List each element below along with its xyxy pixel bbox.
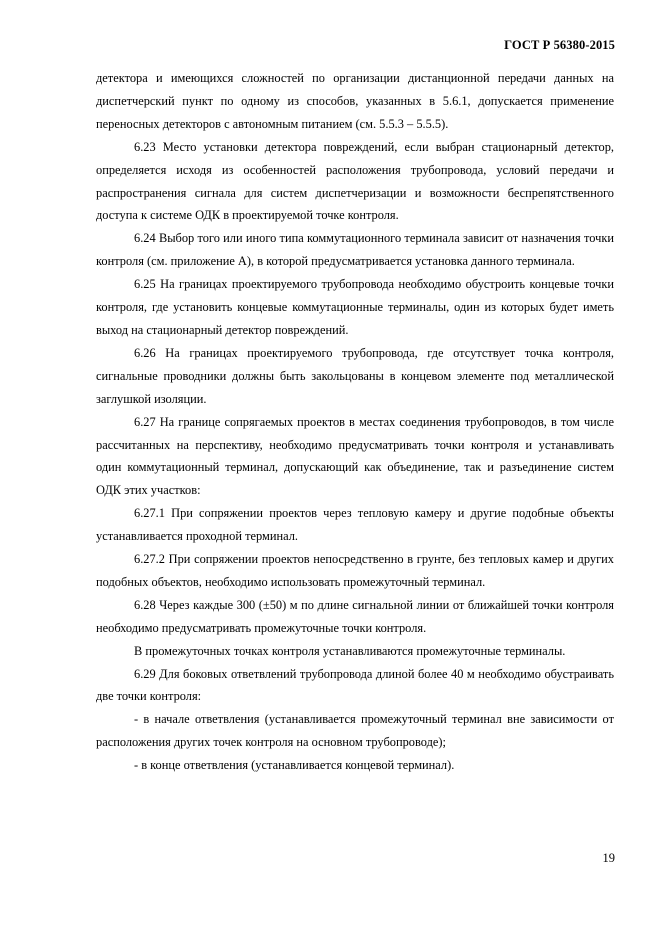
paragraph-6-27-1: 6.27.1 При сопряжении проектов через тепловую камеру и другие подобные объекты устанавливается проходной терминал.: [96, 506, 614, 544]
paragraph-6-27: 6.27 На границе сопрягаемых проектов в местах соединения трубопроводов, в том числе рассчитанных на перспективу, необходимо предусматривать точки контроля и устанавливать один коммутационный терминал, допускающий как объединение, так и разъединение систем ОДК этих участков:: [96, 414, 614, 498]
document-body: [96, 67, 614, 777]
list-item-branch-end: - в конце ответвления (устанавливается концевой терминал).: [134, 758, 455, 773]
list-item-branch-start: - в начале ответвления (устанавливается промежуточный терминал вне зависимости от расположения других точек контроля на основном трубопроводе);: [96, 712, 614, 750]
paragraph-6-29: 6.29 Для боковых ответвлений трубопровода длиной более 40 м необходимо обустраивать две точки контроля:: [96, 666, 614, 704]
paragraph-6-23: 6.23 Место установки детектора повреждений, если выбран стационарный детектор, определяется исходя из особенностей расположения трубопровода, условий передачи и распространения сигнала для систем диспетчеризации и возможности беспрепятственного доступа к системе ОДК в проектируемой точке контроля.: [96, 139, 614, 223]
paragraph-6-26: 6.26 На границах проектируемого трубопровода, где отсутствует точка контроля, сигнальные проводники должны быть закольцованы в концевом элементе под металлической заглушкой изоляции.: [96, 345, 614, 406]
paragraph-6-28: 6.28 Через каждые 300 (±50) м по длине сигнальной линии от ближайшей точки контроля необходимо предусматривать промежуточные точки контроля.: [96, 597, 614, 635]
paragraph-6-25: 6.25 На границах проектируемого трубопровода необходимо обустроить концевые точки контроля, где установить концевые коммутационные терминалы, один из которых будет иметь выход на стационарный детектор повреждений.: [96, 277, 614, 337]
paragraph-continuation: детектора и имеющихся сложностей по организации дистанционной передачи данных на диспетчерский пункт по одному из способов, указанных в 5.6.1, допускается применение переносных детекторов с автономным питанием (см. 5.5.3 – 5.5.5).: [96, 71, 614, 131]
paragraph-intermediate-terminals: В промежуточных точках контроля устанавливаются промежуточные терминалы.: [134, 643, 566, 658]
paragraph-6-27-2: 6.27.2 При сопряжении проектов непосредственно в грунте, без тепловых камер и других подобных объектов, необходимо использовать промежуточный терминал.: [96, 552, 614, 589]
standard-header: ГОСТ Р 56380-2015: [504, 38, 615, 52]
paragraph-6-24: 6.24 Выбор того или иного типа коммутационного терминала зависит от назначения точки контроля (см. приложение А), в которой предусматривается установка данного терминала.: [96, 231, 614, 269]
page-number: 19: [602, 851, 615, 865]
